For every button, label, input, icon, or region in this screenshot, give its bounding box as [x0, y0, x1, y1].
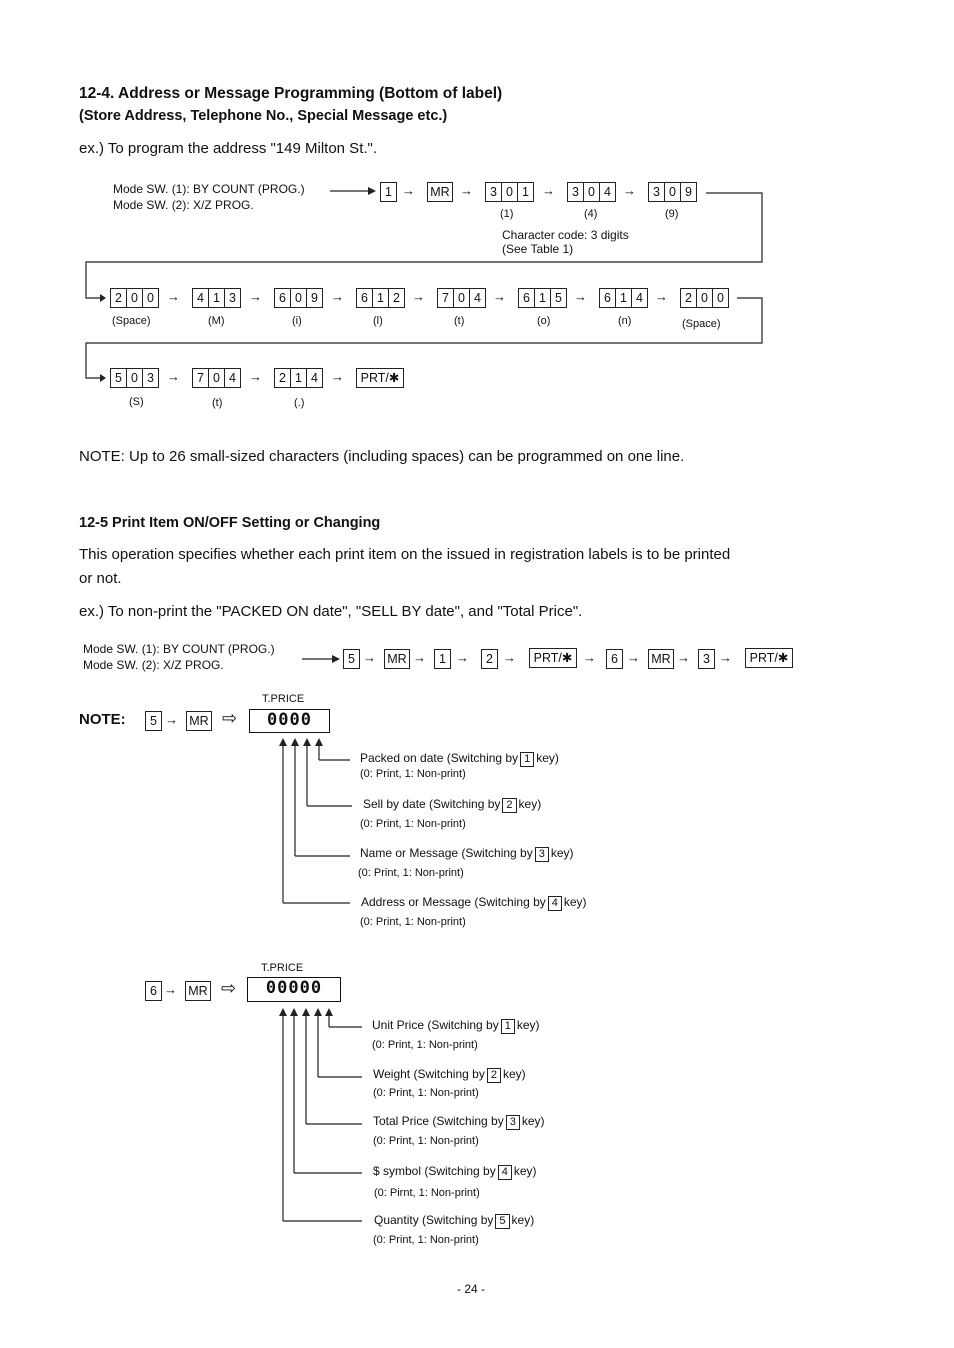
code-301: 3 0 1	[485, 182, 534, 202]
key-5: 5	[145, 711, 162, 731]
item-sub: (0: Print, 1: Non-print)	[360, 818, 466, 830]
char-label: (Space)	[112, 315, 151, 327]
key-5: 5	[343, 649, 360, 669]
arrow-icon: →	[719, 650, 732, 665]
item-dollar-symbol: $ symbol (Switching by 4 key)	[373, 1164, 537, 1178]
arrow-icon: →	[493, 289, 506, 304]
item-sell-by-date: Sell by date (Switching by 2 key)	[363, 797, 542, 811]
char-label: (l)	[373, 315, 383, 327]
item-sub: (0: Pirnt, 1: Non-print)	[374, 1187, 480, 1199]
section-12-5-example: ex.) To non-print the "PACKED ON date", "SELL BY date", and "Total Price".	[79, 603, 583, 620]
key-prt: PRT/✱	[745, 648, 793, 668]
arrow-icon: →	[677, 650, 690, 665]
item-sub: (0: Print, 1: Non-print)	[358, 867, 464, 879]
char-label: (t)	[212, 397, 223, 409]
code-609: 6 0 9	[274, 288, 323, 308]
key-mr: MR	[185, 981, 211, 1001]
section-12-5-para-2: or not.	[79, 570, 122, 587]
key-2: 2	[481, 649, 498, 669]
section-12-4-example: ex.) To program the address "149 Milton St.".	[79, 140, 378, 157]
char-label: (Space)	[682, 318, 721, 330]
key-6: 6	[606, 649, 623, 669]
hollow-arrow-icon: ⇨	[222, 708, 238, 728]
arrow-icon: →	[412, 289, 425, 304]
code-612: 6 1 2	[356, 288, 405, 308]
key-1: 1	[434, 649, 451, 669]
arrow-icon: →	[583, 650, 596, 665]
arrow-icon: →	[460, 183, 473, 198]
code-615: 6 1 5	[518, 288, 567, 308]
item-unit-price: Unit Price (Switching by 1 key)	[372, 1018, 540, 1032]
key-6: 6	[145, 981, 162, 1001]
arrow-icon: →	[574, 289, 587, 304]
arrow-icon: →	[413, 650, 426, 665]
char-label: (o)	[537, 315, 551, 327]
mode-sw-1-label: Mode SW. (1): BY COUNT (PROG.)	[83, 642, 275, 656]
item-sub: (0: Print, 1: Non-print)	[373, 1087, 479, 1099]
key-prt: PRT/✱	[529, 648, 577, 668]
arrow-icon: →	[164, 982, 177, 997]
code-413: 4 1 3	[192, 288, 241, 308]
code-200: 2 0 0	[110, 288, 159, 308]
arrow-icon: →	[456, 650, 469, 665]
section-12-4-title: 12-4. Address or Message Programming (Bottom of label)	[79, 85, 503, 102]
code-214: 2 1 4	[274, 368, 323, 388]
item-sub: (0: Print, 1: Non-print)	[373, 1234, 479, 1246]
arrow-icon: →	[627, 650, 640, 665]
item-sub: (0: Print, 1: Non-print)	[360, 768, 466, 780]
item-sub: (0: Print, 1: Non-print)	[372, 1039, 478, 1051]
section-12-5-title: 12-5 Print Item ON/OFF Setting or Changing	[79, 515, 381, 531]
arrow-icon: →	[542, 183, 555, 198]
key-mr: MR	[186, 711, 212, 731]
arrow-icon: →	[165, 712, 178, 727]
mode-sw-1-label: Mode SW. (1): BY COUNT (PROG.)	[113, 182, 305, 196]
price-display: 0000	[249, 709, 330, 733]
arrow-icon: →	[402, 183, 415, 198]
code-label: (1)	[500, 208, 514, 220]
key-1: 1	[380, 182, 397, 202]
hollow-arrow-icon: ⇨	[221, 978, 237, 998]
arrow-icon: →	[655, 289, 668, 304]
char-label: (n)	[618, 315, 632, 327]
key-3: 3	[698, 649, 715, 669]
code-304: 3 0 4	[567, 182, 616, 202]
arrow-icon: →	[623, 183, 636, 198]
key-mr: MR	[648, 649, 674, 669]
char-label: (M)	[208, 315, 225, 327]
section-12-4-note: NOTE: Up to 26 small-sized characters (including spaces) can be programmed on one line.	[79, 448, 685, 465]
char-label: (t)	[454, 315, 465, 327]
char-label: (.)	[294, 397, 305, 409]
char-label: (S)	[129, 396, 144, 408]
page-number: - 24 -	[457, 1282, 486, 1296]
code-200: 2 0 0	[680, 288, 729, 308]
mode-sw-2-label: Mode SW. (2): X/Z PROG.	[83, 658, 224, 672]
item-name-or-message: Name or Message (Switching by 3 key)	[360, 846, 574, 860]
code-309: 3 0 9	[648, 182, 697, 202]
section-12-5-para-1: This operation specifies whether each print item on the issued in registration labels is to be printed	[79, 546, 731, 563]
price-display: 00000	[247, 977, 341, 1002]
item-quantity: Quantity (Switching by 5 key)	[374, 1213, 535, 1227]
arrow-icon: →	[167, 369, 180, 384]
display-label: T.PRICE	[261, 962, 304, 974]
arrow-icon: →	[249, 369, 262, 384]
arrow-icon: →	[363, 650, 376, 665]
code-704: 7 0 4	[192, 368, 241, 388]
section-12-4-subtitle: (Store Address, Telephone No., Special Message etc.)	[79, 108, 448, 124]
code-704: 7 0 4	[437, 288, 486, 308]
see-table-note: (See Table 1)	[502, 242, 574, 256]
key-prt: PRT/✱	[356, 368, 404, 388]
arrow-icon: →	[331, 289, 344, 304]
arrow-icon: →	[503, 650, 516, 665]
item-sub: (0: Print, 1: Non-print)	[360, 916, 466, 928]
key-mr: MR	[384, 649, 410, 669]
item-address-or-message: Address or Message (Switching by 4 key)	[361, 895, 587, 909]
display-label: T.PRICE	[262, 693, 305, 705]
item-total-price: Total Price (Switching by 3 key)	[373, 1114, 545, 1128]
code-503: 5 0 3	[110, 368, 159, 388]
arrow-icon: →	[331, 369, 344, 384]
char-label: (i)	[292, 315, 302, 327]
code-label: (4)	[584, 208, 598, 220]
arrow-icon: →	[249, 289, 262, 304]
char-code-note: Character code: 3 digits	[502, 228, 629, 242]
item-packed-on-date: Packed on date (Switching by 1 key)	[360, 751, 559, 765]
code-614: 6 1 4	[599, 288, 648, 308]
mode-sw-2-label: Mode SW. (2): X/Z PROG.	[113, 198, 254, 212]
code-label: (9)	[665, 208, 679, 220]
arrow-icon: →	[167, 289, 180, 304]
key-mr: MR	[427, 182, 453, 202]
note-label: NOTE:	[79, 711, 126, 728]
item-sub: (0: Print, 1: Non-print)	[373, 1135, 479, 1147]
item-weight: Weight (Switching by 2 key)	[373, 1067, 526, 1081]
